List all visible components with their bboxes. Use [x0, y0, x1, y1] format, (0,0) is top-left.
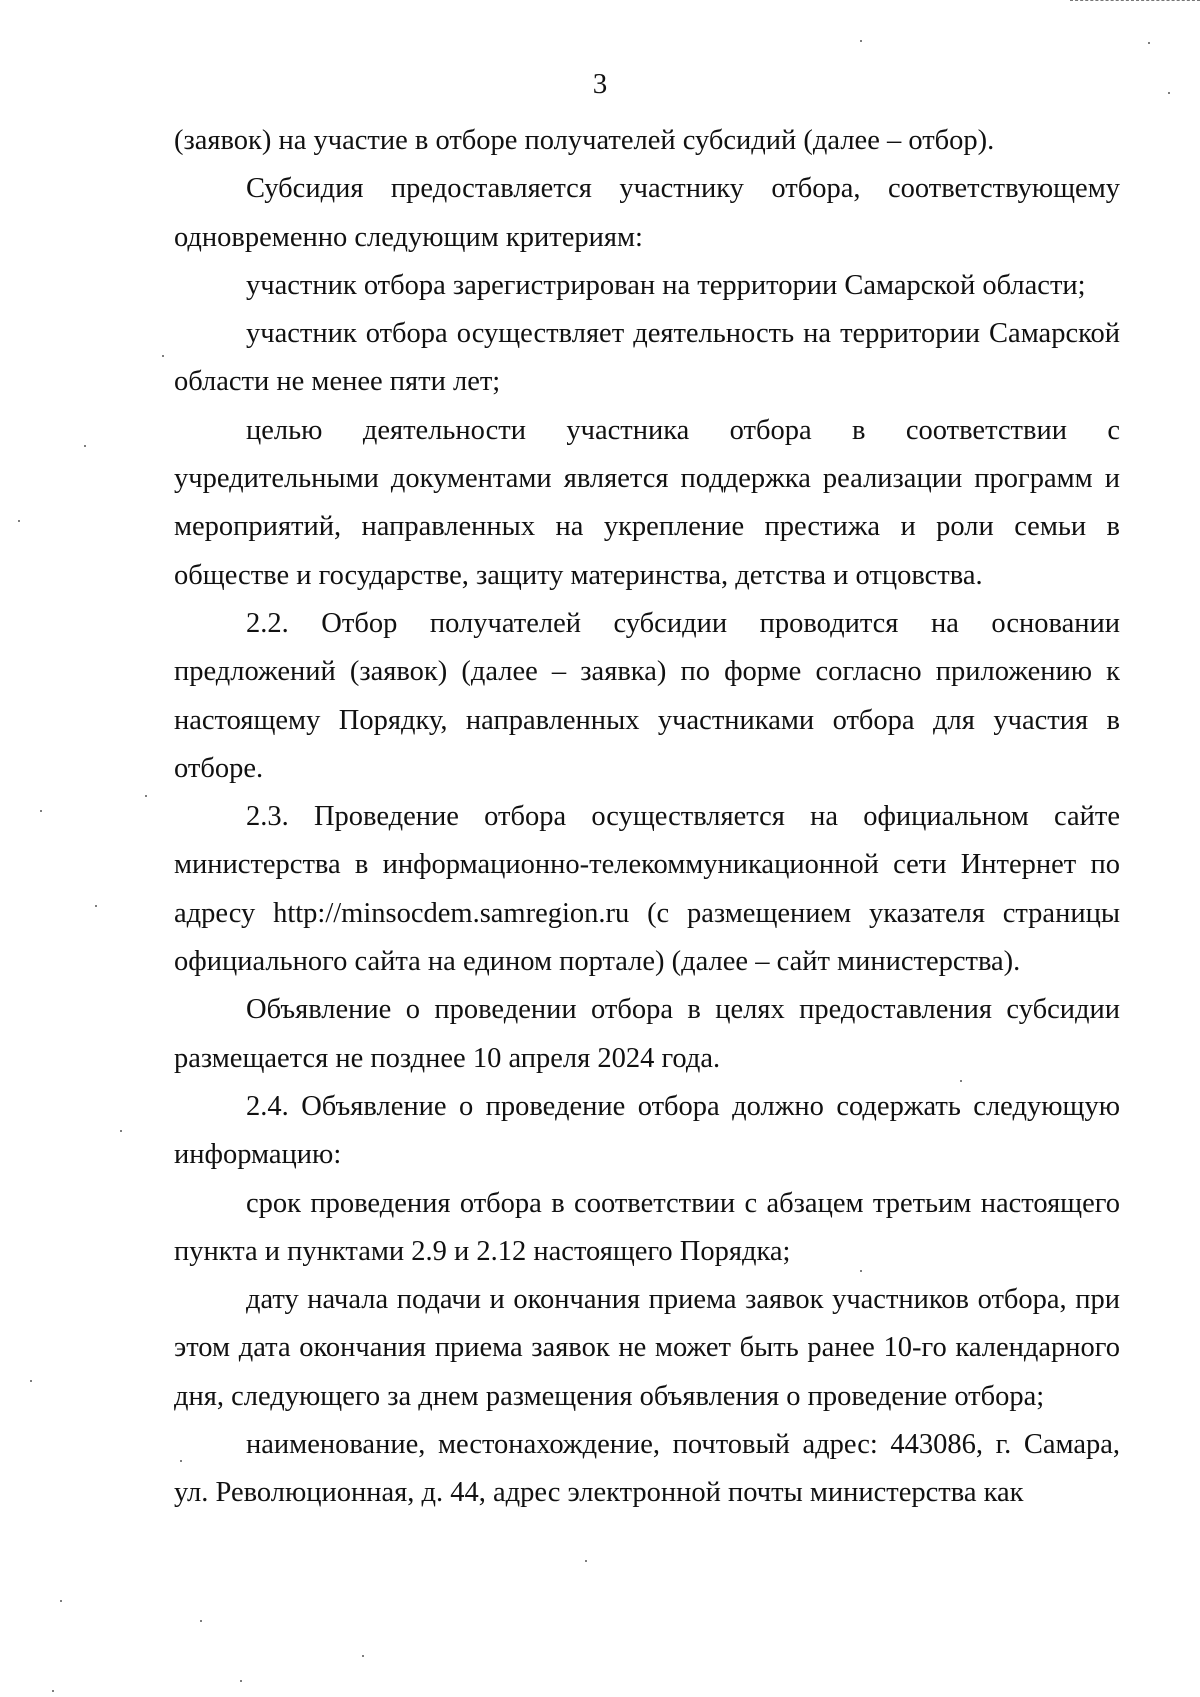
scan-speck: [1168, 92, 1170, 94]
scan-speck: [40, 810, 42, 812]
scan-speck: [60, 1600, 62, 1602]
scan-speck: [162, 355, 164, 357]
paragraph-selection-period: срок проведения отбора в соответствии с абзацем третьим настоящего пункта и пунктами 2.9 и 2.12 настоящего Порядка;: [174, 1187, 1120, 1267]
paragraph-subsidy-criteria-intro: Субсидия предоставляется участнику отбора, соответствующему одновременно следующим критериям:: [174, 173, 1120, 253]
scan-speck: [200, 1620, 202, 1622]
paragraph-section-2-4: 2.4. Объявление о проведение отбора должно содержать следующую информацию:: [174, 1090, 1120, 1171]
scan-speck: [362, 1655, 364, 1657]
scan-speck: [84, 445, 86, 447]
scan-speck: [95, 905, 97, 907]
scan-speck: [860, 40, 862, 42]
scan-speck: [240, 1680, 242, 1682]
scan-speck: [30, 1380, 32, 1382]
scan-speck: [1148, 42, 1150, 44]
page-number: 3: [592, 68, 608, 100]
scan-speck: [180, 1460, 182, 1462]
paragraph-ministry-address: наименование, местонахождение, почтовый адрес: 443086, г. Самара, ул. Революционная, д. 44, адрес электронной почты министерства как: [174, 1429, 1120, 1509]
scan-speck: [860, 1270, 862, 1272]
paragraph-criterion-registration: участник отбора зарегистрирован на территории Самарской области;: [246, 269, 1086, 301]
paragraph-section-2-2: 2.2. Отбор получателей субсидии проводится на основании предложений (заявок) (далее – заявка) по форме согласно приложению к настоящему Порядку, направленных участниками отбора для участия в отборе.: [174, 607, 1120, 784]
scan-speck: [145, 795, 147, 797]
paragraph-section-2-3: 2.3. Проведение отбора осуществляется на официальном сайте министерства в информационно-телекоммуникационной сети Интернет по адресу http://minsocdem.samregion.ru (с размещением указателя страницы официального сайта на едином портале) (далее – сайт министерства).: [174, 801, 1120, 978]
scan-speck: [120, 1130, 122, 1132]
document-body: [174, 117, 1120, 1518]
paragraph-criterion-activity-duration: участник отбора осуществляет деятельность на территории Самарской области не менее пяти лет;: [174, 318, 1120, 398]
paragraph-criterion-purpose: целью деятельности участника отбора в соответствии с учредительными документами является поддержка реализации программ и мероприятий, направленных на укрепление престижа и роли семьи в обществе и государстве, защиту материнства, детства и отцовства.: [174, 414, 1120, 591]
scan-speck: [18, 520, 20, 522]
scan-speck: [960, 1080, 962, 1082]
paragraph-announcement-deadline: Объявление о проведении отбора в целях предоставления субсидии размещается не позднее 10 апреля 2024 года.: [174, 994, 1120, 1074]
scan-edge-mark: [1070, 0, 1200, 4]
paragraph-application-dates: дату начала подачи и окончания приема заявок участников отбора, при этом дата окончания приема заявок не может быть ранее 10-го календарного дня, следующего за днем размещения объявления о проведение отбора;: [174, 1284, 1120, 1412]
scan-speck: [52, 1690, 54, 1692]
scan-speck: [585, 1560, 587, 1562]
paragraph-continuation: (заявок) на участие в отборе получателей субсидий (далее – отбор).: [174, 125, 995, 156]
